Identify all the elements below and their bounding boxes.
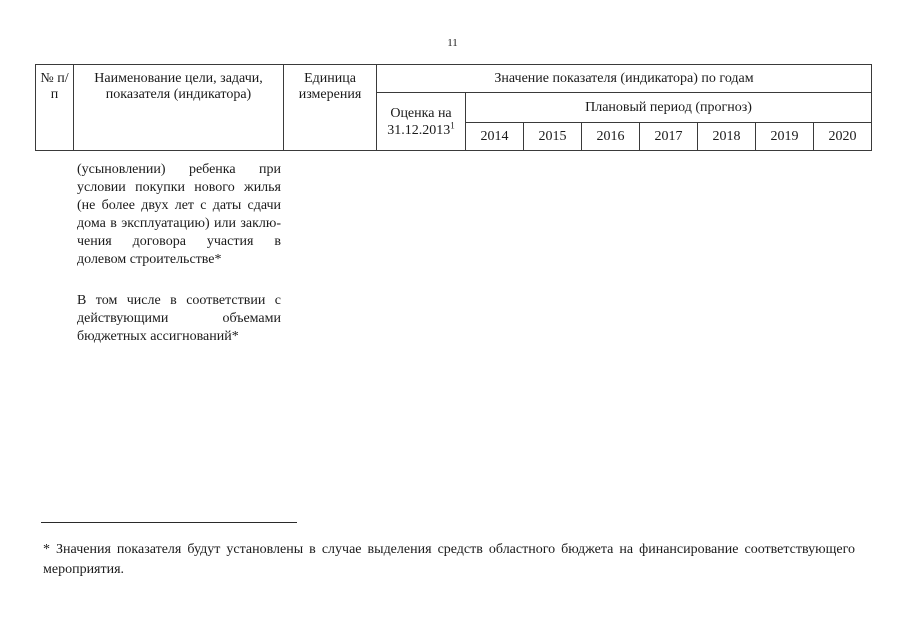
column-header-year: 2020 [814,123,872,151]
footnote: * Значения показателя будут установлены в случае выделения средств областного бюджета на финансирование соответствующего мероприятия. [43,542,855,577]
page-number: 11 [447,37,458,49]
column-header-unit: Единица измерения [284,65,377,151]
column-header-year: 2016 [582,123,640,151]
column-header-name: Наименование цели, задачи, показателя (индикатора) [74,65,284,151]
column-header-plan-period: Плановый период (прогноз) [466,93,872,123]
indicator-name-continuation: (усыновлении) ребенка при условии покупки нового жилья (не более двух лет с даты сдачи дома в эксплуатацию) или заклю-чения договора участия в долевом строительстве* [77,162,281,267]
column-header-year: 2015 [524,123,582,151]
estimate-footnote-mark: 1 [450,119,455,130]
column-header-year: 2017 [640,123,698,151]
column-header-estimate [377,93,466,151]
column-header-number: № п/п [36,65,74,151]
column-header-year: 2019 [756,123,814,151]
footnote-divider [41,522,297,523]
column-header-year: 2018 [698,123,756,151]
indicator-table-header [35,64,872,151]
indicator-name-note: В том числе в соответствии с действующими объемами бюджетных ассигнований* [77,293,281,344]
estimate-label: Оценка на 31.12.2013 [387,105,452,138]
column-header-year: 2014 [466,123,524,151]
column-header-values-by-year: Значение показателя (индикатора) по годам [377,65,872,93]
